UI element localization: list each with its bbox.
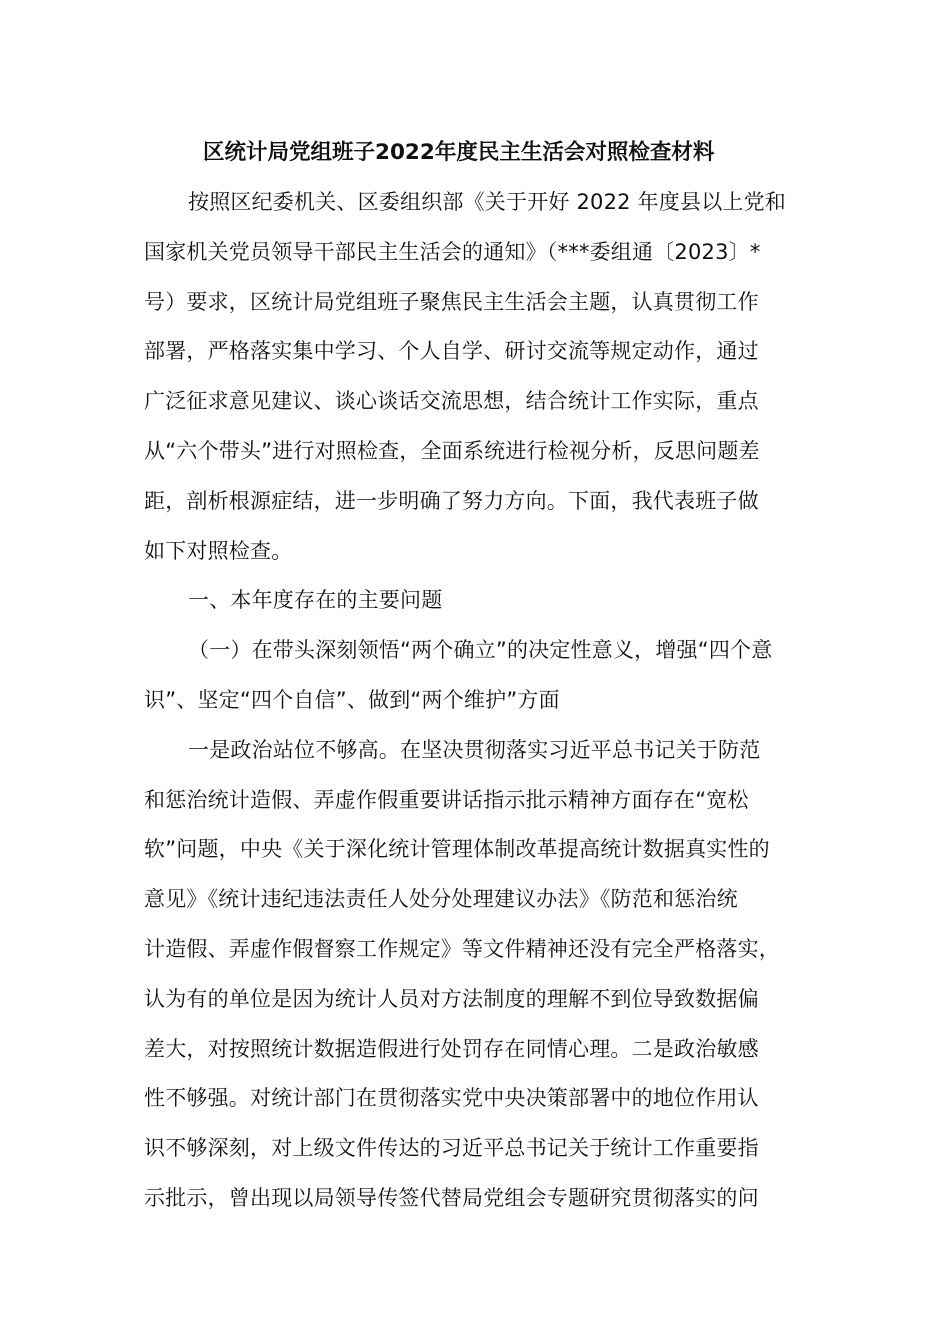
text-line: 一是政治站位不够高。在坚决贯彻落实习近平总书记关于防范 [188,737,761,762]
text-line: 差大，对按照统计数据造假进行处罚存在同情心理。二是政治敏感 [144,1036,759,1061]
text-line: 号）要求，区统计局党组班子聚焦民主生活会主题，认真贯彻工作 [144,289,759,314]
text-line: 一、本年度存在的主要问题 [188,588,443,613]
text-line: 按照区纪委机关、区委组织部《关于开好 2022 年度县以上党和 [188,190,786,214]
document-title: 区统计局党组班子2022年度民主生活会对照检查材料 [203,140,715,165]
text-line: 从“六个带头”进行对照检查，全面系统进行检视分析，反思问题差 [144,438,760,463]
text-line: 距，剖析根源症结，进一步明确了努力方向。下面，我代表班子做 [144,488,759,513]
text-line: 国家机关党员领导干部民主生活会的通知》（***委组通〔2023〕* [144,239,761,264]
text-line: 识”、坚定“四个自信”、做到“两个维护”方面 [144,687,560,712]
text-line: 计造假、弄虚作假督察工作规定》等文件精神还没有完全严格落实， [144,936,780,961]
text-line: 和惩治统计造假、弄虚作假重要讲话指示批示精神方面存在“宽松 [144,787,749,812]
text-line: 识不够深刻，对上级文件传达的习近平总书记关于统计工作重要指 [144,1136,759,1161]
text-line: 部署，严格落实集中学习、个人自学、研讨交流等规定动作，通过 [144,339,759,364]
text-line: 意见》《统计违纪违法责任人处分处理建议办法》《防范和惩治统 [144,887,738,912]
document-body [144,178,809,1224]
text-line: 软”问题，中央《关于深化统计管理体制改革提高统计数据真实性的 [144,837,770,862]
text-line: 广泛征求意见建议、谈心谈话交流思想，结合统计工作实际，重点 [144,389,759,414]
text-line: 如下对照检查。 [144,538,293,563]
text-line: （一）在带头深刻领悟“两个确立”的决定性意义，增强“四个意 [188,638,773,663]
text-line: 性不够强。对统计部门在贯彻落实党中央决策部署中的地位作用认 [144,1086,759,1111]
text-line: 示批示，曾出现以局领导传签代替局党组会专题研究贯彻落实的问 [144,1185,759,1210]
text-line: 认为有的单位是因为统计人员对方法制度的理解不到位导致数据偏 [144,986,759,1011]
